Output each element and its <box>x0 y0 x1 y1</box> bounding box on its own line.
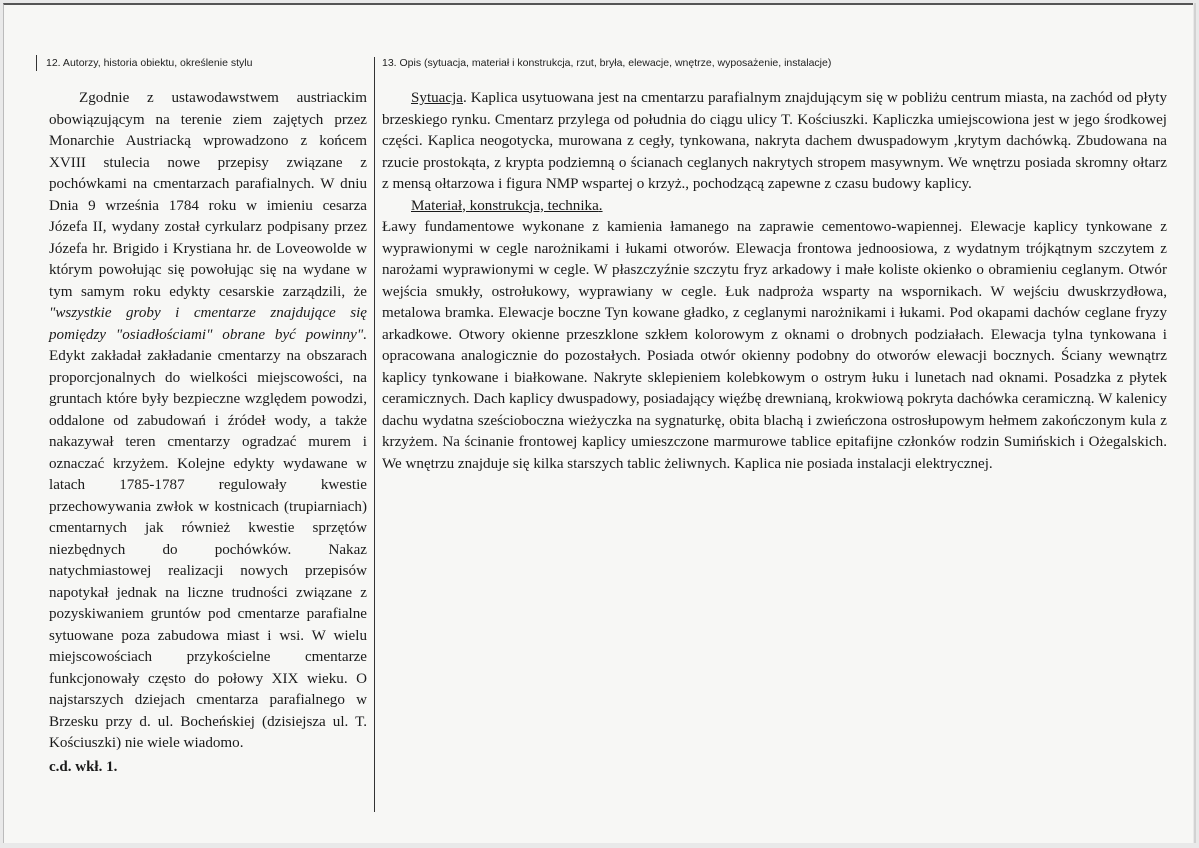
history-text-a: Zgodnie z ustawodawstwem austriackim obowiązującym na terenie ziem zajętych przez Monarchie Austriacką wprowadzono z końcem XVIII stulecia nowe przepisy związane z pochówkami na cmentarzach parafialnych. W dniu Dnia 9 września 1784 roku w imieniu cesarza Józefa II, wydany został cyrkularz podpisany przez Józefa hr. Brigido i Krystiana hr. de Loveowolde w którym powołując się powołując się na wydane w tym samym roku edykty cesarskie zarządzili, że <box>49 90 367 300</box>
material-heading-tail: . <box>598 197 603 214</box>
description-column <box>382 88 1167 475</box>
document-sheet <box>3 3 1193 843</box>
situation-text: . Kaplica usytuowana jest na cmentarzu parafialnym znajdującym się w pobliżu centrum miasta, na zachód od płyty brzeskiego rynku. Cmentarz przylega od południa do ciągu ulicy T. Kościuszki. Kapliczka umiejscowiona jest w jego środkowej części. Kaplica neogotycka, murowana z cegły, tynkowana, nakryta dachem dwuspadowym ,krytym dachówką. Zbudowana na rzucie prostokąta, z krypta podziemną o ścianach ceglanych nakrytych stropem masywnym. We wnętrzu posiada skromny ołtarz z mensą ołtarzowa i figura NMP wspartej o krzyż., pochodzącą zapewne z czasu budowy kaplicy. <box>382 90 1167 192</box>
section-12-header: 12. Autorzy, historia obiektu, określenie stylu <box>46 57 253 69</box>
continuation-note: c.d. wkł. 1. <box>49 758 118 775</box>
material-heading-line <box>382 196 1167 218</box>
history-column <box>49 88 367 778</box>
history-paragraph <box>49 88 367 755</box>
scan-edge <box>1194 3 1196 843</box>
material-heading: Materiał, konstrukcja, technika <box>411 197 599 214</box>
column-divider <box>374 57 375 812</box>
section-13-header: 13. Opis (sytuacja, materiał i konstrukcja, rzut, bryła, elewacje, wnętrze, wyposażenie, instalacje) <box>382 57 832 69</box>
material-paragraph: Ławy fundamentowe wykonane z kamienia łamanego na zaprawie cementowo-wapiennej. Elewacje kaplicy tynkowane z wyprawionymi w cegle narożnikami i łukami otworów. Elewacja frontowa jednoosiowa, z wydatnym trójkątnym szczytem z narożami wyprawionymi w cegle. W płaszczyźnie szczytu fryz arkadowy i małe koliste okienko o obramieniu ceglanym. Otwór wejścia smukły, ostrołukowy, wyprawiany w cegle. Łuk nadproża wsparty na wspornikach. W wejściu dwuskrzydłowa, metalowa bramka. Elewacje boczne Tyn kowane gładko, z ceglanymi narożnikami i łukami. Pod okapami dachów ceglane fryzy arkadkowe. Otwory okienne przeszklone szkłem kolorowym z oknami o drobnych podziałach. Elewacja tylna tynkowana i opracowana analogicznie do pozostałych. Posiada otwór okienny podobny do otworów elewacji bocznych. Ściany wewnątrz kaplicy tynkowane i białkowane. Nakryte sklepieniem kolebkowym o ostrym łuku i lunetach nad oknami. Posadzka z płytek ceramicznych. Dach kaplicy dwuspadowy, posiadający więźbę drewnianą, krokwiową pokryta dachówka ceramiczną. W kalenicy dachu wydatna sześcioboczna wieżyczka na sygnaturkę, obita blachą i zwieńczona ostrosłupowym hełmem zakończonym kula z krzyżem. Na ścinanie frontowej kaplicy umieszczone marmurowe tablice epitafijne członków rodzin Sumińskich i Ożegalskich. We wnętrzu znajduje się kilka starszych tablic żeliwnych. Kaplica nie posiada instalacji elektrycznej. <box>382 219 1167 472</box>
edict-quote: "wszystkie groby i cmentarze znajdujące się pomiędzy "osiadłościami" obrane być powinny". <box>49 305 367 343</box>
header-tick-mark <box>36 55 37 71</box>
history-text-b: Edykt zakładał zakładanie cmentarzy na obszarach proporcjonalnych do wielkości miejscowości, na gruntach które były bezpieczne względem powodzi, oddalone od zabudowań i źródeł wody, a także nakazywał teren cmentarzy ogradzać murem i oznaczać krzyżem. Kolejne edykty wydawane w latach 1785-1787 regulowały kwestie przechowywania zwłok w kostnicach (trupiarniach) cmentarnych jak również kwestie sprzętów niezbędnych do pochówków. Nakaz natychmiastowej realizacji nowych przepisów napotykał jednak na liczne trudności związane z pozyskiwaniem gruntów pod cmentarze parafialne sytuowane poza zabudowa miast i wsi. W wielu miejscowościach przykościelne cmentarze funkcjonowały często do połowy XIX wieku. O najstarszych dziejach cmentarza parafialnego w Brzesku przy d. ul. Bocheńskiej (dzisiejsza ul. T. Kościuszki) nie wiele wiadomo. <box>49 348 367 751</box>
situation-paragraph <box>382 88 1167 196</box>
situation-heading: Sytuacja <box>411 90 463 106</box>
